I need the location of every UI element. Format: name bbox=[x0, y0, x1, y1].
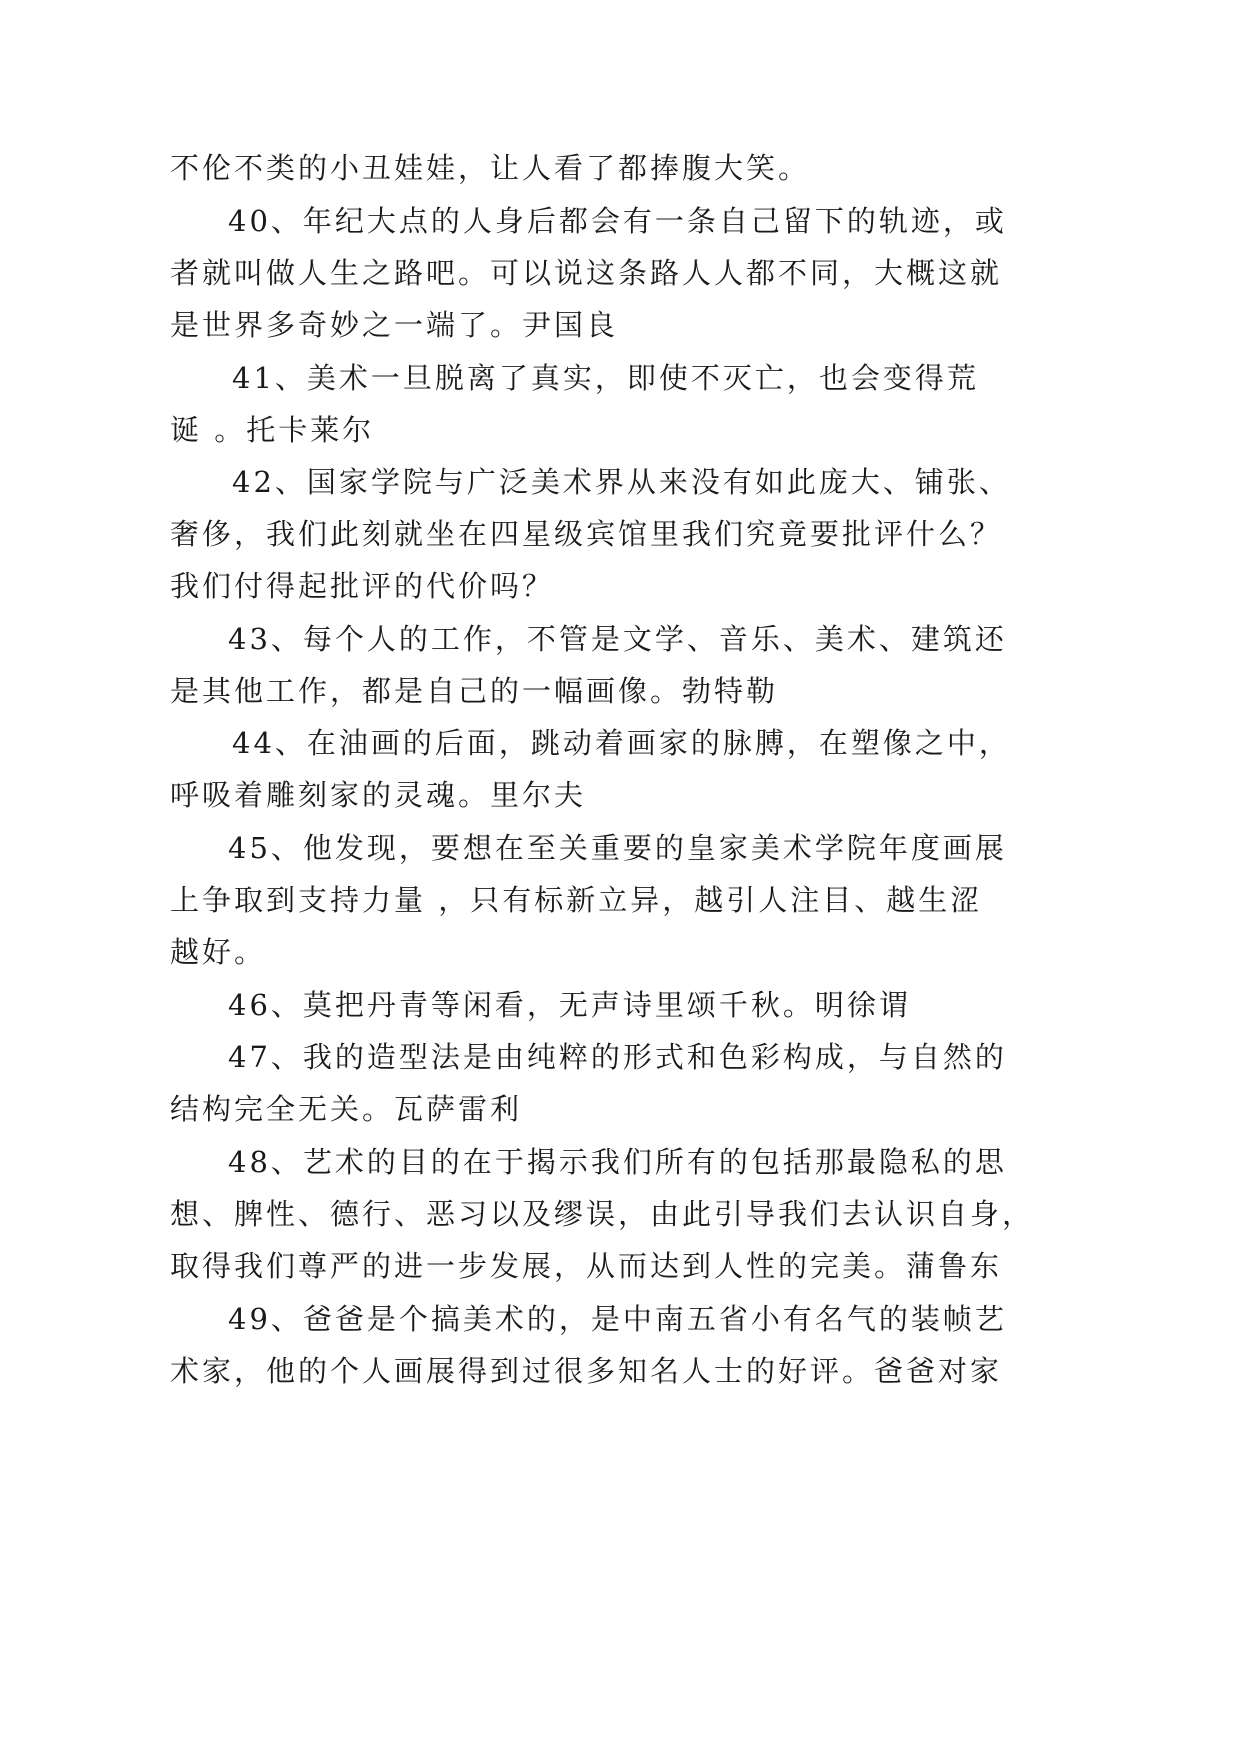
text-line: 是其他工作，都是自己的一幅画像。勃特勒 bbox=[170, 674, 779, 708]
text-line: 我们付得起批评的代价吗？ bbox=[170, 569, 555, 603]
text-line: 结构完全无关。瓦萨雷利 bbox=[170, 1092, 523, 1126]
text-line: 诞 。托卡莱尔 bbox=[170, 413, 375, 447]
text-line: 46、莫把丹青等闲看，无声诗里颂千秋。明徐谓 bbox=[228, 988, 911, 1022]
text-line: 48、艺术的目的在于揭示我们所有的包括那最隐私的思 bbox=[228, 1145, 1007, 1179]
text-line: 奢侈，我们此刻就坐在四星级宾馆里我们究竟要批评什么？ bbox=[170, 517, 1003, 551]
text-line: 42、国家学院与广泛美术界从来没有如此庞大、铺张、 bbox=[232, 465, 1011, 499]
text-line: 40、年纪大点的人身后都会有一条自己留下的轨迹，或 bbox=[228, 204, 1007, 238]
text-line: 越好。 bbox=[170, 935, 267, 969]
text-line: 不伦不类的小丑娃娃，让人看了都捧腹大笑。 bbox=[170, 151, 811, 185]
text-line: 44、在油画的后面，跳动着画家的脉膊，在塑像之中， bbox=[232, 726, 1011, 760]
text-line: 45、他发现，要想在至关重要的皇家美术学院年度画展 bbox=[228, 831, 1007, 865]
text-line: 想、脾性、德行、恶习以及缪误，由此引导我们去认识自身， bbox=[170, 1197, 1035, 1231]
text-line: 是世界多奇妙之一端了。尹国良 bbox=[170, 308, 619, 342]
text-line: 49、爸爸是个搞美术的，是中南五省小有名气的装帧艺 bbox=[228, 1302, 1007, 1336]
text-line: 43、每个人的工作，不管是文学、音乐、美术、建筑还 bbox=[228, 622, 1007, 656]
text-line: 者就叫做人生之路吧。可以说这条路人人都不同，大概这就 bbox=[170, 256, 1003, 290]
text-line: 41、美术一旦脱离了真实，即使不灭亡，也会变得荒 bbox=[232, 361, 979, 395]
text-line: 取得我们尊严的进一步发展，从而达到人性的完美。蒲鲁东 bbox=[170, 1249, 1003, 1283]
text-line: 上争取到支持力量 ，只有标新立异，越引人注目、越生涩 bbox=[170, 883, 983, 917]
text-line: 呼吸着雕刻家的灵魂。里尔夫 bbox=[170, 778, 587, 812]
text-line: 术家，他的个人画展得到过很多知名人士的好评。爸爸对家 bbox=[170, 1354, 1003, 1388]
text-line: 47、我的造型法是由纯粹的形式和色彩构成，与自然的 bbox=[228, 1040, 1007, 1074]
